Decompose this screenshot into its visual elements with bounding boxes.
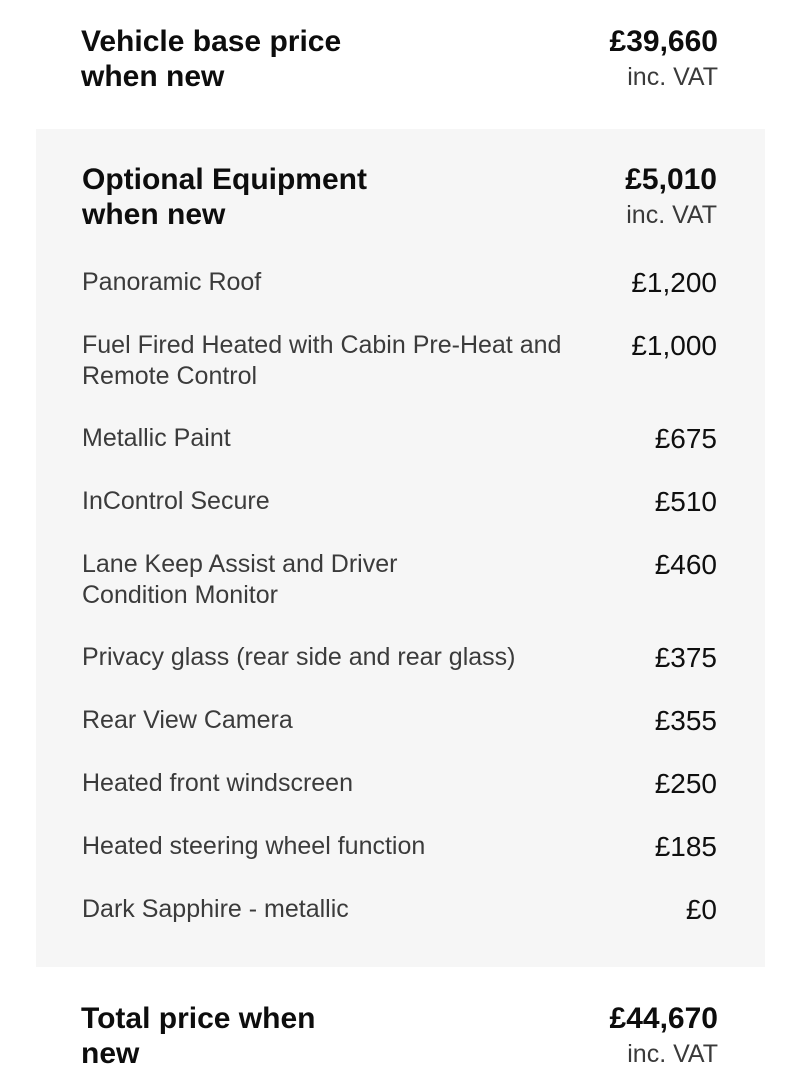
optional-equipment-price-block (625, 162, 717, 233)
optional-equipment-panel (36, 129, 765, 967)
option-label: InControl Secure (82, 487, 270, 515)
optional-equipment-vat-note: inc. VAT (626, 201, 717, 229)
list-item (82, 705, 717, 736)
option-price: £355 (654, 705, 717, 736)
option-price: £675 (654, 423, 717, 454)
option-label: Fuel Fired Heated with Cabin Pre-Heat and Remote Control (82, 331, 562, 390)
option-price: £185 (654, 831, 717, 862)
optional-equipment-title: Optional Equipment when new (82, 163, 367, 231)
list-item (82, 768, 717, 799)
base-price-vat-note: inc. VAT (627, 63, 718, 91)
option-label: Heated steering wheel function (82, 832, 426, 860)
list-item (82, 549, 717, 611)
option-price: £510 (654, 486, 717, 517)
option-price: £1,000 (631, 330, 717, 361)
list-item (82, 486, 717, 517)
list-item (82, 267, 717, 298)
list-item (82, 831, 717, 862)
option-price: £0 (685, 894, 717, 925)
option-price: £1,200 (631, 267, 717, 298)
option-label: Lane Keep Assist and Driver Condition Monitor (82, 550, 398, 609)
base-price-title: Vehicle base price when new (81, 25, 342, 93)
base-price-block (610, 24, 718, 95)
option-label: Heated front windscreen (82, 769, 353, 797)
optional-equipment-total: £5,010 (625, 163, 717, 196)
base-price-value: £39,660 (609, 25, 718, 58)
option-label: Panoramic Roof (82, 268, 262, 296)
list-item (82, 894, 717, 925)
option-price: £460 (654, 549, 717, 580)
option-price: £250 (654, 768, 717, 799)
total-price-row (81, 1001, 718, 1072)
total-price-title: Total price when new (81, 1002, 316, 1070)
total-price-value: £44,670 (609, 1002, 718, 1035)
base-price-row (81, 24, 718, 95)
option-label: Privacy glass (rear side and rear glass) (82, 643, 516, 671)
option-price: £375 (654, 642, 717, 673)
option-label: Rear View Camera (82, 706, 293, 734)
option-label: Metallic Paint (82, 424, 231, 452)
optional-equipment-header (82, 162, 717, 233)
list-item (82, 642, 717, 673)
list-item (82, 330, 717, 392)
total-price-vat-note: inc. VAT (627, 1040, 718, 1068)
list-item (82, 423, 717, 454)
total-price-block (610, 1001, 718, 1072)
option-label: Dark Sapphire - metallic (82, 895, 349, 923)
